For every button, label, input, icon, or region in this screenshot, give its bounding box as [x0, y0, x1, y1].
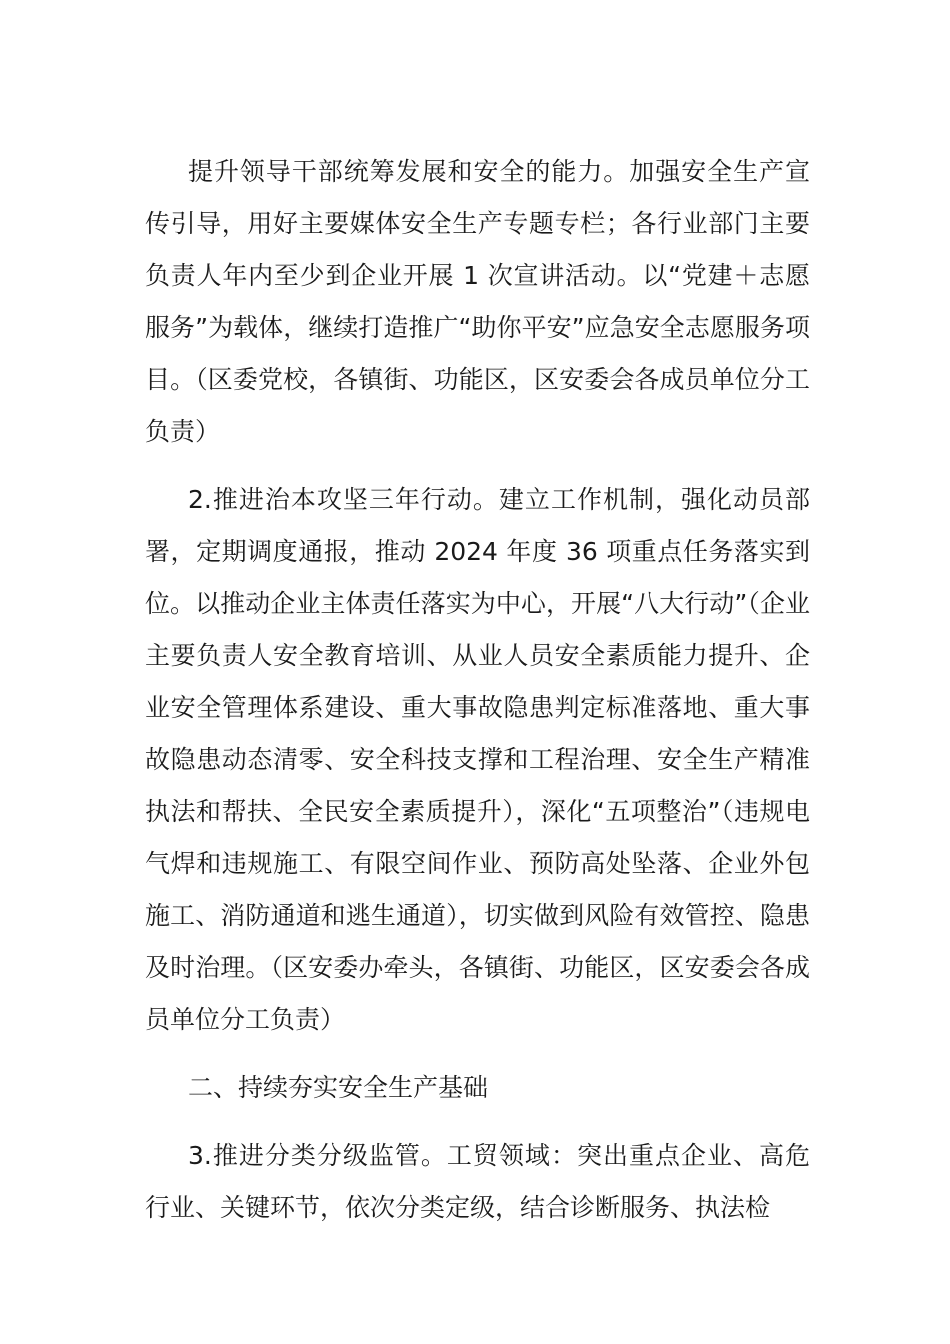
paragraph-gap [145, 1114, 810, 1130]
paragraph-gap [145, 1046, 810, 1062]
document-body [145, 146, 810, 1234]
paragraph-gap [145, 458, 810, 474]
paragraph-three-year-action: 2.推进治本攻坚三年行动。建立工作机制，强化动员部署，定期调度通报，推动 2024 年度 36 项重点任务落实到位。以推动企业主体责任落实为中心，开展“八大行动”（企业主要负责人安全教育培训、从业人员安全素质能力提升、企业安全管理体系建设、重大事故隐患判定标准落地、重大事故隐患动态清零、安全科技支撑和工程治理、安全生产精准执法和帮扶、全民安全素质提升），深化“五项整治”（违规电气焊和违规施工、有限空间作业、预防高处坠落、企业外包施工、消防通道和逃生通道），切实做到风险有效管控、隐患及时治理。（区安委办牵头，各镇街、功能区，区安委会各成员单位分工负责） [145, 485, 810, 1034]
paragraph-classified-supervision: 3.推进分类分级监管。工贸领域：突出重点企业、高危行业、关键环节，依次分类定级，结合诊断服务、执法检 [145, 1141, 810, 1222]
paragraph-capacity-building: 提升领导干部统筹发展和安全的能力。加强安全生产宣传引导，用好主要媒体安全生产专题专栏；各行业部门主要负责人年内至少到企业开展 1 次宣讲活动。以“党建＋志愿服务”为载体，继续打造推广“助你平安”应急安全志愿服务项目。（区委党校，各镇街、功能区，区安委会各成员单位分工负责） [145, 157, 810, 446]
section-heading: 二、持续夯实安全生产基础 [188, 1073, 489, 1102]
